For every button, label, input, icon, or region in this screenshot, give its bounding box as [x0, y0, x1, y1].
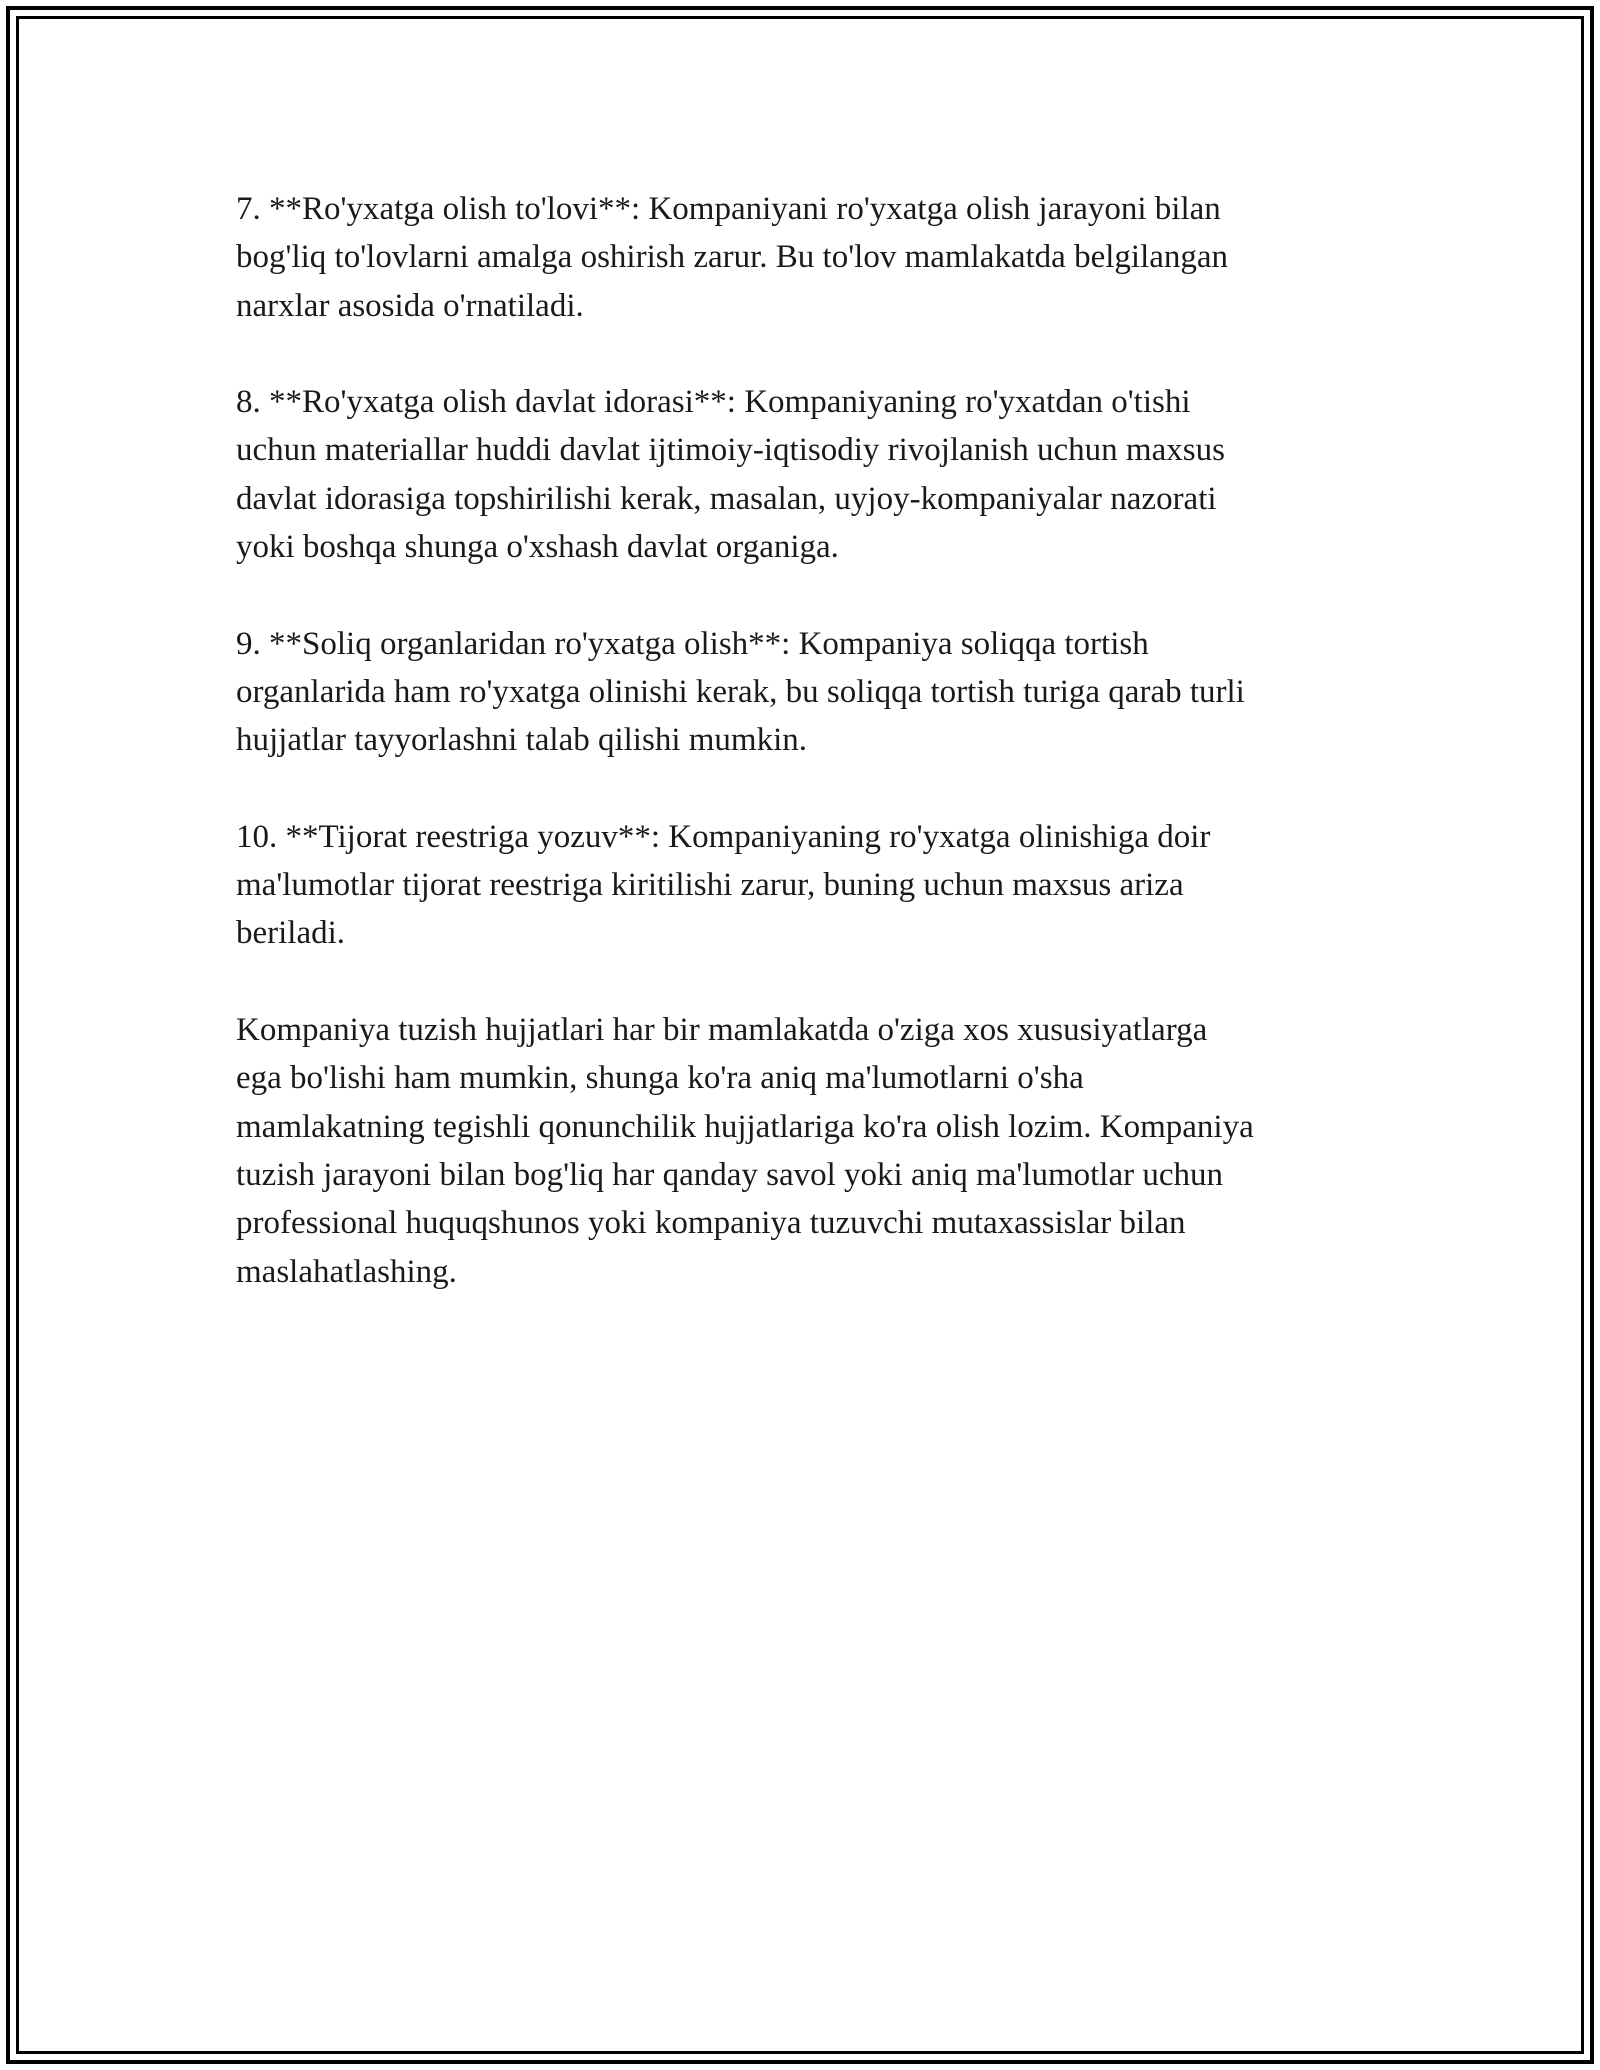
text-line: Kompaniya tuzish hujjatlari har bir mamlakatda o'ziga xos xususiyatlarga: [236, 1012, 1208, 1049]
text-line: 9. **Soliq organlaridan ro'yxatga olish**: Kompaniya soliqqa tortish: [236, 625, 1149, 662]
paragraph-item-8: [236, 378, 1376, 571]
text-line: 8. **Ro'yxatga olish davlat idorasi**: Kompaniyaning ro'yxatdan o'tishi: [236, 384, 1191, 421]
text-line: uchun materiallar huddi davlat ijtimoiy-iqtisodiy rivojlanish uchun maxsus: [236, 432, 1225, 469]
paragraph-item-9: [236, 620, 1376, 765]
text-line: tuzish jarayoni bilan bog'liq har qanday savol yoki aniq ma'lumotlar uchun: [236, 1156, 1224, 1193]
text-line: 10. **Tijorat reestriga yozuv**: Kompaniyaning ro'yxatga olinishiga doir: [236, 818, 1211, 855]
text-line: organlarida ham ro'yxatga olinishi kerak, bu soliqqa tortish turiga qarab turli: [236, 673, 1245, 710]
paragraph-conclusion: [236, 1006, 1376, 1296]
text-line: professional huquqshunos yoki kompaniya tuzuvchi mutaxassislar bilan: [236, 1205, 1186, 1242]
text-line: bog'liq to'lovlarni amalga oshirish zarur. Bu to'lov mamlakatda belgilangan: [236, 239, 1229, 276]
text-line: davlat idorasiga topshirilishi kerak, masalan, uyjoy-kompaniyalar nazorati: [236, 480, 1217, 517]
text-line: 7. **Ro'yxatga olish to'lovi**: Kompaniyani ro'yxatga olish jarayoni bilan: [236, 191, 1221, 227]
text-line: hujjatlar tayyorlashni talab qilishi mumkin.: [236, 722, 807, 759]
document-body: [236, 185, 1376, 1344]
text-line: ega bo'lishi ham mumkin, shunga ko'ra aniq ma'lumotlarni o'sha: [236, 1060, 1084, 1097]
paragraph-item-7: [236, 185, 1376, 330]
text-line: ma'lumotlar tijorat reestriga kiritilishi zarur, buning uchun maxsus ariza: [236, 867, 1184, 904]
text-line: narxlar asosida o'rnatiladi.: [236, 287, 584, 324]
text-line: beriladi.: [236, 915, 346, 952]
paragraph-item-10: [236, 813, 1376, 958]
text-line: yoki boshqa shunga o'xshash davlat organiga.: [236, 529, 839, 566]
text-line: maslahatlashing.: [236, 1253, 457, 1290]
text-line: mamlakatning tegishli qonunchilik hujjatlariga ko'ra olish lozim. Kompaniya: [236, 1108, 1254, 1145]
